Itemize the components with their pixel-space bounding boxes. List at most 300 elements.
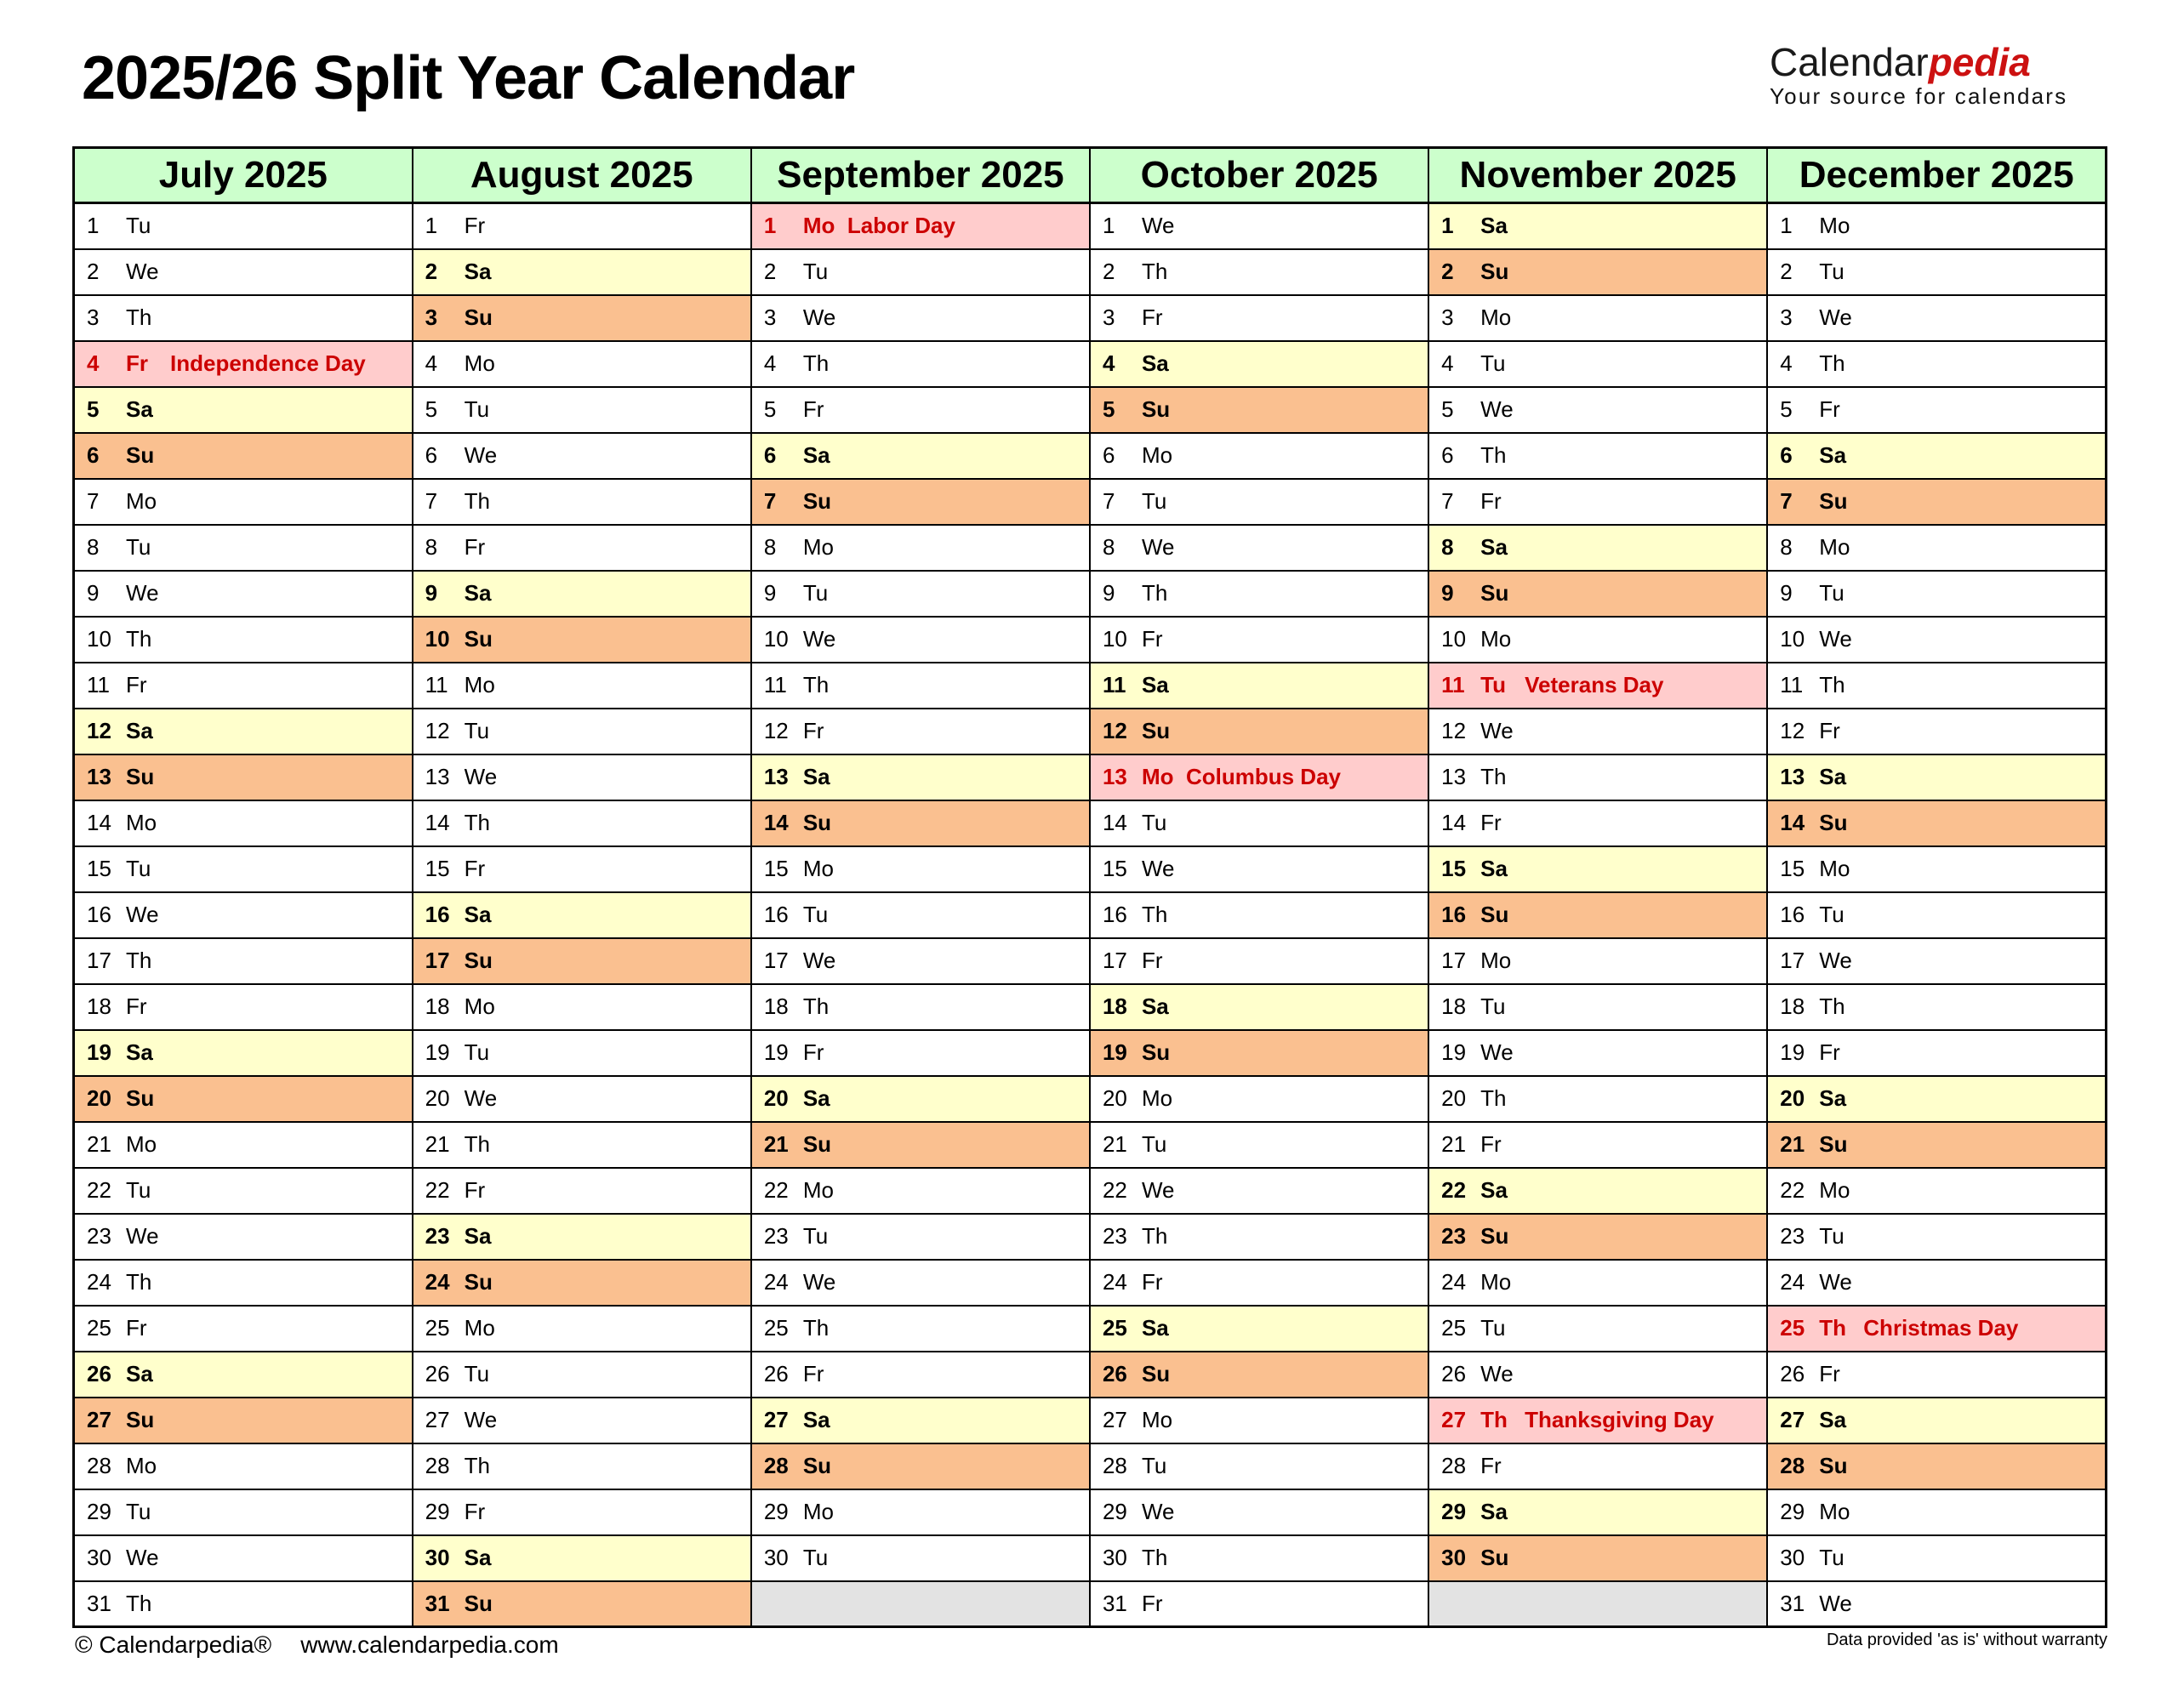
month-header-august-2025: August 2025 [413, 148, 751, 203]
day-cell-content [1429, 1407, 1766, 1433]
weekday-abbr: Sa [1819, 442, 1847, 468]
weekday-abbr: Sa [1141, 1315, 1169, 1341]
day-cell-content [413, 1499, 750, 1525]
day-number: 24 [1441, 1269, 1467, 1295]
day-cell-content [1091, 1591, 1428, 1617]
weekday-abbr: Th [802, 1315, 830, 1341]
day-cell-december-2025-25 [1767, 1306, 2106, 1352]
day-cell-content [1091, 1361, 1428, 1387]
weekday-abbr: Th [1480, 1085, 1507, 1111]
day-number: 4 [1441, 350, 1454, 376]
day-cell-content [1429, 626, 1766, 652]
day-cell-content [752, 1131, 1089, 1158]
day-number: 16 [425, 902, 450, 927]
day-cell-september-2025-20 [751, 1076, 1090, 1122]
day-number: 3 [1780, 305, 1793, 330]
day-cell-july-2025-6 [74, 433, 413, 479]
day-cell-content [1768, 1407, 2105, 1433]
day-cell-december-2025-10 [1767, 617, 2106, 663]
day-cell-content [1768, 442, 2105, 469]
day-cell-december-2025-9 [1767, 571, 2106, 617]
day-row-15 [74, 846, 2107, 892]
weekday-abbr: Fr [1141, 948, 1163, 973]
weekday-abbr: We [1819, 1590, 1852, 1616]
day-cell-content [1429, 902, 1766, 928]
day-cell-july-2025-23 [74, 1214, 413, 1260]
weekday-abbr: Su [464, 626, 493, 652]
day-number: 29 [87, 1499, 111, 1524]
day-cell-content [75, 810, 412, 836]
day-cell-august-2025-30 [413, 1535, 751, 1581]
day-cell-november-2025-27 [1428, 1398, 1767, 1443]
day-number: 14 [1780, 810, 1805, 835]
day-cell-september-2025-10 [751, 617, 1090, 663]
day-row-11 [74, 663, 2107, 709]
day-cell-september-2025-5 [751, 387, 1090, 433]
day-cell-november-2025-24 [1428, 1260, 1767, 1306]
weekday-abbr: Mo [802, 1177, 834, 1203]
day-cell-content [1091, 1545, 1428, 1571]
day-cell-september-2025-2 [751, 249, 1090, 295]
day-cell-august-2025-25 [413, 1306, 751, 1352]
weekday-abbr: Mo [1480, 305, 1512, 330]
day-cell-july-2025-16 [74, 892, 413, 938]
day-cell-content [1768, 993, 2105, 1020]
day-cell-november-2025-28 [1428, 1443, 1767, 1489]
day-cell-content [75, 1499, 412, 1525]
day-cell-july-2025-12 [74, 709, 413, 754]
day-cell-content [1091, 534, 1428, 561]
weekday-abbr: We [802, 1269, 836, 1295]
day-cell-content [752, 580, 1089, 606]
day-cell-content [1768, 718, 2105, 744]
day-cell-content [1429, 948, 1766, 974]
day-cell-august-2025-1 [413, 203, 751, 249]
weekday-abbr: Su [1819, 1453, 1848, 1478]
day-cell-content [413, 1177, 750, 1204]
weekday-abbr: Th [464, 810, 490, 835]
day-cell-october-2025-6 [1090, 433, 1428, 479]
day-cell-july-2025-19 [74, 1030, 413, 1076]
weekday-abbr: We [126, 902, 159, 927]
day-number: 31 [1780, 1590, 1805, 1616]
weekday-abbr: Sa [1480, 1177, 1508, 1203]
weekday-abbr: Mo [1480, 1269, 1512, 1295]
day-cell-october-2025-4 [1090, 341, 1428, 387]
day-number: 23 [1441, 1223, 1467, 1249]
day-cell-content [1091, 626, 1428, 652]
weekday-abbr: Tu [1141, 1453, 1167, 1478]
day-cell-content [1091, 1499, 1428, 1525]
day-cell-content [413, 442, 750, 469]
weekday-abbr: Su [1141, 1039, 1171, 1065]
logo-text-red: pedia [1928, 40, 2031, 84]
day-cell-december-2025-28 [1767, 1443, 2106, 1489]
day-cell-december-2025-5 [1767, 387, 2106, 433]
day-cell-content [1429, 213, 1766, 239]
day-number: 27 [1102, 1407, 1127, 1432]
day-cell-september-2025-1 [751, 203, 1090, 249]
day-cell-november-2025-10 [1428, 617, 1767, 663]
weekday-abbr: Fr [1141, 1269, 1163, 1295]
day-cell-content [1429, 534, 1766, 561]
weekday-abbr: Mo [802, 856, 834, 881]
day-cell-august-2025-6 [413, 433, 751, 479]
day-number: 21 [763, 1131, 789, 1157]
day-cell-content [413, 1269, 750, 1295]
day-cell-content [1768, 1085, 2105, 1112]
day-cell-content [1768, 764, 2105, 790]
day-cell-july-2025-28 [74, 1443, 413, 1489]
weekday-abbr: We [126, 1545, 159, 1570]
day-row-24 [74, 1260, 2107, 1306]
weekday-abbr: Sa [1480, 856, 1508, 881]
day-cell-content [1768, 948, 2105, 974]
day-row-17 [74, 938, 2107, 984]
day-number: 20 [87, 1085, 111, 1111]
weekday-abbr: Su [1480, 259, 1509, 284]
weekday-abbr: Su [464, 1269, 493, 1295]
day-cell-content [752, 672, 1089, 698]
day-row-4 [74, 341, 2107, 387]
day-cell-content [752, 948, 1089, 974]
weekday-abbr: Tu [126, 856, 151, 881]
day-number: 21 [425, 1131, 450, 1157]
day-cell-content [752, 1545, 1089, 1571]
weekday-abbr: We [126, 580, 159, 606]
day-number: 15 [87, 856, 111, 881]
weekday-abbr: Th [802, 350, 830, 376]
weekday-abbr: Fr [1480, 1453, 1502, 1478]
day-cell-september-2025-29 [751, 1489, 1090, 1535]
day-cell-august-2025-4 [413, 341, 751, 387]
weekday-abbr: Su [126, 442, 155, 468]
day-cell-november-2025-2 [1428, 249, 1767, 295]
day-number: 8 [1780, 534, 1793, 560]
day-cell-content [413, 626, 750, 652]
day-number: 5 [1102, 396, 1115, 422]
day-cell-content [413, 856, 750, 882]
day-number: 28 [87, 1453, 111, 1478]
day-number: 12 [1441, 718, 1467, 743]
day-cell-content [75, 1545, 412, 1571]
day-cell-september-2025-11 [751, 663, 1090, 709]
day-cell-july-2025-7 [74, 479, 413, 525]
day-number: 7 [1441, 488, 1454, 514]
day-number: 7 [1102, 488, 1115, 514]
day-cell-content [1091, 580, 1428, 606]
weekday-abbr: Tu [126, 1499, 151, 1524]
weekday-abbr: Fr [1819, 718, 1840, 743]
day-cell-october-2025-5 [1090, 387, 1428, 433]
weekday-abbr: We [802, 948, 836, 973]
day-cell-august-2025-15 [413, 846, 751, 892]
day-number: 17 [1780, 948, 1805, 973]
day-number: 27 [87, 1407, 111, 1432]
day-number: 26 [425, 1361, 450, 1386]
day-cell-content [413, 718, 750, 744]
day-cell-content [75, 902, 412, 928]
day-cell-content [1429, 1085, 1766, 1112]
day-cell-content [1429, 305, 1766, 331]
weekday-abbr: Su [802, 1131, 832, 1157]
day-number: 10 [1102, 626, 1127, 652]
day-cell-content [1429, 350, 1766, 377]
day-row-27 [74, 1398, 2107, 1443]
day-number: 26 [763, 1361, 789, 1386]
day-number: 30 [1102, 1545, 1127, 1570]
day-number: 16 [763, 902, 789, 927]
day-number: 13 [763, 764, 789, 789]
day-cell-november-2025-11 [1428, 663, 1767, 709]
day-cell-october-2025-17 [1090, 938, 1428, 984]
day-cell-december-2025-22 [1767, 1168, 2106, 1214]
weekday-abbr: We [464, 1407, 498, 1432]
day-cell-september-2025-27 [751, 1398, 1090, 1443]
weekday-abbr: Tu [1141, 810, 1167, 835]
weekday-abbr: Th [1480, 1407, 1508, 1432]
weekday-abbr: Fr [464, 213, 486, 239]
day-cell-content [752, 534, 1089, 561]
day-cell-content [1091, 259, 1428, 285]
day-number: 8 [425, 534, 438, 560]
day-cell-content [1768, 1223, 2105, 1250]
day-cell-content [752, 396, 1089, 423]
day-cell-content [1768, 856, 2105, 882]
day-number: 18 [1780, 993, 1805, 1019]
day-cell-september-2025-9 [751, 571, 1090, 617]
day-cell-august-2025-14 [413, 800, 751, 846]
day-cell-content [1429, 1223, 1766, 1250]
day-number: 27 [1441, 1407, 1467, 1432]
weekday-abbr: Th [126, 948, 152, 973]
day-number: 24 [87, 1269, 111, 1295]
day-row-10 [74, 617, 2107, 663]
day-number: 22 [1102, 1177, 1127, 1203]
month-header-september-2025: September 2025 [751, 148, 1090, 203]
day-cell-content [75, 1361, 412, 1387]
day-row-13 [74, 754, 2107, 800]
weekday-abbr: Mo [126, 488, 157, 514]
weekday-abbr: Tu [802, 259, 829, 284]
weekday-abbr: We [464, 442, 498, 468]
day-cell-content [413, 396, 750, 423]
weekday-abbr: Sa [802, 442, 830, 468]
day-cell-october-2025-2 [1090, 249, 1428, 295]
website-url-link[interactable]: www.calendarpedia.com [300, 1631, 559, 1658]
weekday-abbr: Sa [464, 902, 492, 927]
weekday-abbr: Sa [1141, 672, 1169, 697]
day-number: 17 [425, 948, 450, 973]
logo-tagline: Your source for calendars [1770, 83, 2068, 109]
day-number: 22 [1441, 1177, 1467, 1203]
day-cell-september-2025-19 [751, 1030, 1090, 1076]
weekday-abbr: Fr [126, 672, 147, 697]
day-cell-content [413, 213, 750, 239]
day-number: 21 [1780, 1131, 1805, 1157]
day-cell-august-2025-12 [413, 709, 751, 754]
day-number: 29 [1102, 1499, 1127, 1524]
day-cell-september-2025-16 [751, 892, 1090, 938]
day-number: 24 [1780, 1269, 1805, 1295]
day-cell-content [1091, 902, 1428, 928]
day-cell-december-2025-3 [1767, 295, 2106, 341]
day-number: 1 [763, 213, 777, 239]
day-row-9 [74, 571, 2107, 617]
day-row-16 [74, 892, 2107, 938]
weekday-abbr: Tu [464, 718, 490, 743]
day-number: 17 [87, 948, 111, 973]
day-cell-november-2025-21 [1428, 1122, 1767, 1168]
day-cell-october-2025-22 [1090, 1168, 1428, 1214]
day-cell-content [75, 259, 412, 285]
day-number: 3 [425, 305, 438, 330]
weekday-abbr: We [1141, 856, 1175, 881]
day-number: 4 [425, 350, 438, 376]
day-cell-october-2025-8 [1090, 525, 1428, 571]
day-number: 15 [1780, 856, 1805, 881]
day-number: 22 [1780, 1177, 1805, 1203]
day-number: 12 [425, 718, 450, 743]
weekday-abbr: Th [126, 626, 152, 652]
day-cell-content [75, 718, 412, 744]
day-cell-content [1091, 718, 1428, 744]
day-cell-september-2025-6 [751, 433, 1090, 479]
weekday-abbr: Mo [802, 213, 835, 239]
holiday-name: Thanksgiving Day [1525, 1407, 1714, 1432]
day-number: 8 [1441, 534, 1454, 560]
day-cell-content [75, 1269, 412, 1295]
day-cell-content [1768, 259, 2105, 285]
day-cell-august-2025-17 [413, 938, 751, 984]
day-cell-content [1091, 396, 1428, 423]
day-number: 13 [1102, 764, 1127, 789]
day-number: 18 [1102, 993, 1127, 1019]
weekday-abbr: Tu [1480, 350, 1506, 376]
page-title: 2025/26 Split Year Calendar [82, 44, 855, 112]
calendar-table-head [74, 148, 2107, 203]
day-number: 5 [1780, 396, 1793, 422]
weekday-abbr: Th [464, 1131, 490, 1157]
day-number: 1 [1102, 213, 1115, 239]
day-cell-september-2025-14 [751, 800, 1090, 846]
day-number: 18 [425, 993, 450, 1019]
day-cell-content [1091, 672, 1428, 698]
day-cell-content [1429, 259, 1766, 285]
day-number: 7 [1780, 488, 1793, 514]
day-cell-content [1429, 1361, 1766, 1387]
weekday-abbr: Th [1480, 442, 1507, 468]
day-cell-july-2025-15 [74, 846, 413, 892]
weekday-abbr: Th [802, 993, 830, 1019]
day-cell-content [1429, 488, 1766, 515]
day-cell-october-2025-19 [1090, 1030, 1428, 1076]
day-cell-content [75, 1407, 412, 1433]
day-cell-content [1091, 1085, 1428, 1112]
day-cell-content [1429, 672, 1766, 698]
day-cell-content [1768, 1269, 2105, 1295]
day-cell-october-2025-11 [1090, 663, 1428, 709]
day-cell-july-2025-2 [74, 249, 413, 295]
day-cell-content [75, 626, 412, 652]
day-cell-content [75, 1315, 412, 1341]
day-cell-november-2025-20 [1428, 1076, 1767, 1122]
day-cell-content [1091, 1269, 1428, 1295]
weekday-abbr: We [1141, 534, 1175, 560]
day-cell-july-2025-11 [74, 663, 413, 709]
day-cell-content [413, 350, 750, 377]
weekday-abbr: Mo [1141, 1085, 1173, 1111]
weekday-abbr: We [1819, 1269, 1852, 1295]
day-cell-content [752, 1085, 1089, 1112]
day-cell-content [1429, 1177, 1766, 1204]
weekday-abbr: Fr [1141, 626, 1163, 652]
day-number: 31 [425, 1590, 450, 1616]
day-number: 11 [87, 672, 110, 697]
weekday-abbr: Sa [126, 1039, 153, 1065]
weekday-abbr: Tu [464, 396, 490, 422]
day-cell-content [1091, 810, 1428, 836]
weekday-abbr: Sa [1480, 213, 1508, 239]
day-row-25 [74, 1306, 2107, 1352]
day-cell-november-2025-5 [1428, 387, 1767, 433]
day-number: 14 [87, 810, 111, 835]
day-cell-november-2025-1 [1428, 203, 1767, 249]
day-row-12 [74, 709, 2107, 754]
day-cell-september-2025-7 [751, 479, 1090, 525]
weekday-abbr: Th [464, 488, 490, 514]
weekday-abbr: Tu [1480, 672, 1506, 697]
calendarpedia-logo [1770, 40, 2068, 109]
day-cell-content [413, 993, 750, 1020]
day-cell-july-2025-26 [74, 1352, 413, 1398]
day-number: 25 [425, 1315, 450, 1341]
weekday-abbr: Sa [126, 1361, 153, 1386]
day-cell-content [752, 1223, 1089, 1250]
day-number: 18 [87, 993, 111, 1019]
day-cell-december-2025-18 [1767, 984, 2106, 1030]
day-cell-content [752, 764, 1089, 790]
day-cell-october-2025-26 [1090, 1352, 1428, 1398]
day-cell-content [1091, 1453, 1428, 1479]
day-number: 28 [763, 1453, 789, 1478]
day-number: 30 [87, 1545, 111, 1570]
day-number: 11 [763, 672, 787, 697]
day-cell-content [752, 350, 1089, 377]
day-number: 30 [1780, 1545, 1805, 1570]
day-cell-content [1429, 764, 1766, 790]
day-number: 6 [425, 442, 438, 468]
day-number: 6 [763, 442, 777, 468]
weekday-abbr: Tu [1141, 488, 1167, 514]
day-cell-content [1429, 580, 1766, 606]
day-number: 17 [1441, 948, 1467, 973]
day-number: 18 [1441, 993, 1467, 1019]
day-cell-december-2025-8 [1767, 525, 2106, 571]
day-cell-content [1091, 948, 1428, 974]
weekday-abbr: Sa [1141, 350, 1169, 376]
day-cell-october-2025-1 [1090, 203, 1428, 249]
day-cell-december-2025-21 [1767, 1122, 2106, 1168]
weekday-abbr: Tu [1480, 1315, 1506, 1341]
weekday-abbr: We [126, 1223, 159, 1249]
day-number: 10 [425, 626, 450, 652]
weekday-abbr: Su [1819, 488, 1848, 514]
day-cell-content [75, 856, 412, 882]
day-number: 2 [1102, 259, 1115, 284]
day-cell-content [1091, 213, 1428, 239]
day-cell-december-2025-11 [1767, 663, 2106, 709]
